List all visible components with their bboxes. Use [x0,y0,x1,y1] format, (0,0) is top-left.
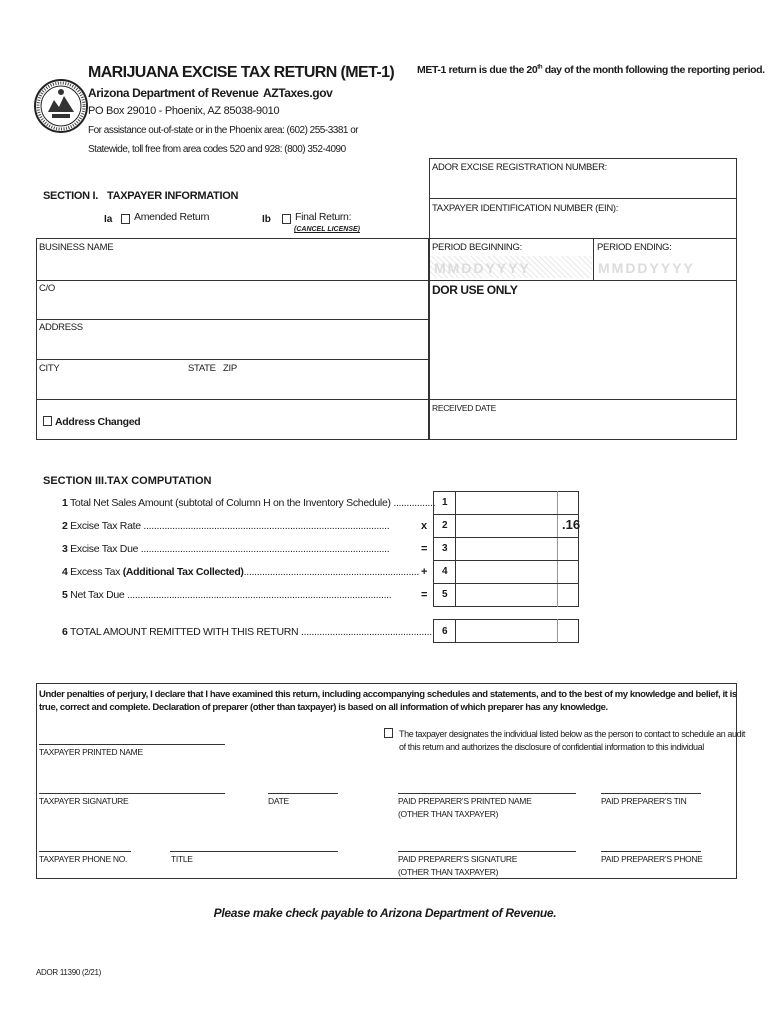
excise-tax-rate-value: .16 [562,517,581,532]
period-beginning-label: PERIOD BEGINNING: [432,242,522,253]
title-label: TITLE [171,854,193,864]
section-3-heading: SECTION III. [43,475,108,487]
divider [433,514,579,515]
line-1-description: 1 Total Net Sales Amount (subtotal of Column H on the Inventory Schedule) ................ [62,497,436,509]
line-3-box-number: 3 [442,543,448,554]
line-3-description: 3 Excise Tax Due ............................................................................................... [62,543,390,555]
signature-line [601,851,701,852]
line-4-box-number: 4 [442,566,448,577]
line-6-input[interactable] [456,620,556,642]
section-1-title: TAXPAYER INFORMATION [107,190,239,202]
right-panel-box [429,158,737,440]
form-title: MARIJUANA EXCISE TAX RETURN (MET-1) [88,64,395,81]
signature-line [39,851,131,852]
divider [36,319,429,320]
date-label: DATE [268,796,289,806]
signature-line [170,851,338,852]
address-label: ADDRESS [39,322,83,333]
ib-label: Ib [262,214,271,225]
website-link[interactable]: AZTaxes.gov [263,86,333,100]
amended-return-checkbox[interactable] [121,214,130,224]
line-2-operator: x [421,520,428,532]
preparer-name-sublabel: (OTHER THAN TAXPAYER) [398,809,499,819]
line-5-operator: = [421,589,428,601]
signature-line [601,793,701,794]
due-date-note: MET-1 return is due the 20th day of the month following the reporting period. [417,64,765,76]
taxpayer-phone-input[interactable] [39,835,131,851]
divider [429,399,737,400]
signature-line [39,793,225,794]
line-6-box-number: 6 [442,626,448,637]
check-payable-note: Please make check payable to Arizona Department of Revenue. [213,906,557,920]
signature-line [268,793,338,794]
preparer-signature-label: PAID PREPARER’S SIGNATURE [398,854,518,864]
address-changed-checkbox[interactable] [43,416,52,426]
line-2-box-number: 2 [442,520,448,531]
mailing-address: PO Box 29010 - Phoenix, AZ 85038-9010 [88,105,280,117]
divider [429,280,737,281]
preparer-tin-input[interactable] [601,777,701,793]
divider [36,359,429,360]
arizona-seal-logo [34,62,88,150]
divider [557,491,558,607]
perjury-declaration: Under penalties of perjury, I declare that I have examined this return, including accompanying schedules and statements, and to the best of my knowledge and belief, it is true, correct and complete. Declaration of preparer (other than taxpayer) is based on all information of which preparer has any knowledge. [39,689,737,713]
department-name: Arizona Department of Revenue [88,86,259,100]
cancel-license-note: (CANCEL LICENSE) [294,226,360,233]
line-4-description: 4 Excess Tax (Additional Tax Collected)................................................................... [62,566,419,578]
line-6-description: 6 TOTAL AMOUNT REMITTED WITH THIS RETURN .................................................. [62,626,432,638]
taxpayer-printed-name-label: TAXPAYER PRINTED NAME [39,747,143,757]
preparer-phone-label: PAID PREPARER’S PHONE [601,854,703,864]
preparer-signature-sublabel: (OTHER THAN TAXPAYER) [398,867,499,877]
signature-line [398,851,576,852]
form-id: ADOR 11390 (2/21) [36,968,102,977]
date-input[interactable] [268,777,338,793]
final-return-checkbox[interactable] [282,214,291,224]
taxpayer-signature-label: TAXPAYER SIGNATURE [39,796,129,806]
line-2-description: 2 Excise Tax Rate .............................................................................................. [62,520,390,532]
line-1-box-number: 1 [442,497,448,508]
line-4-operator: + [421,566,428,578]
business-name-label: BUSINESS NAME [39,242,114,253]
line-4-input[interactable] [456,561,556,582]
signature-line [398,793,576,794]
ia-label: Ia [104,214,113,225]
taxpayer-signature-input[interactable] [39,777,225,793]
dor-use-only-label: DOR USE ONLY [432,283,518,297]
assistance-line-2: Statewide, toll free from area codes 520 and 928: (800) 352-4090 [88,144,346,155]
taxpayer-phone-label: TAXPAYER PHONE NO. [39,854,128,864]
divider [36,280,429,281]
amended-return-label: Amended Return [134,211,210,223]
divider [593,238,594,280]
designate-line-1: The taxpayer designates the individual listed below as the person to contact to schedule an audit [399,729,745,739]
period-ending-label: PERIOD ENDING: [597,242,672,253]
line-3-operator: = [421,543,428,555]
city-label: CITY [39,363,60,374]
title-input[interactable] [170,835,338,851]
line-3-input[interactable] [456,538,556,559]
period-beginning-placeholder: MMDDYYYY [434,260,531,276]
ador-reg-label: ADOR EXCISE REGISTRATION NUMBER: [432,162,607,173]
line-5-input[interactable] [456,584,556,606]
line-5-description: 5 Net Tax Due ..................................................................................................... [62,589,392,601]
divider [36,399,429,400]
line-5-box-number: 5 [442,589,448,600]
section-1-heading: SECTION I. [43,190,99,202]
ein-label: TAXPAYER IDENTIFICATION NUMBER (EIN): [432,203,619,214]
final-return-label: Final Return: [295,211,352,223]
divider [429,238,737,239]
divider [429,198,737,199]
preparer-name-input[interactable] [398,777,576,793]
period-ending-placeholder[interactable]: MMDDYYYY [598,260,695,276]
received-date-label: RECEIVED DATE [432,403,496,413]
divider [557,619,558,643]
taxpayer-printed-name-input[interactable] [39,728,225,744]
preparer-phone-input[interactable] [601,835,701,851]
section-3-title: TAX COMPUTATION [107,475,212,487]
zip-label: ZIP [223,363,237,374]
designate-contact-checkbox[interactable] [384,728,393,738]
assistance-line-1: For assistance out-of-state or in the Phoenix area: (602) 255-3381 or [88,125,359,136]
co-label: C/O [39,283,55,294]
address-changed-label: Address Changed [55,416,141,428]
designate-line-2: of this return and authorizes the disclosure of confidential information to this individual [399,742,704,752]
signature-line [39,744,225,745]
preparer-name-label: PAID PREPARER’S PRINTED NAME [398,796,532,806]
line-1-input[interactable] [456,492,556,513]
state-label: STATE [188,363,216,374]
preparer-signature-input[interactable] [398,835,576,851]
taxpayer-info-box [36,238,429,440]
preparer-tin-label: PAID PREPARER’S TIN [601,796,687,806]
